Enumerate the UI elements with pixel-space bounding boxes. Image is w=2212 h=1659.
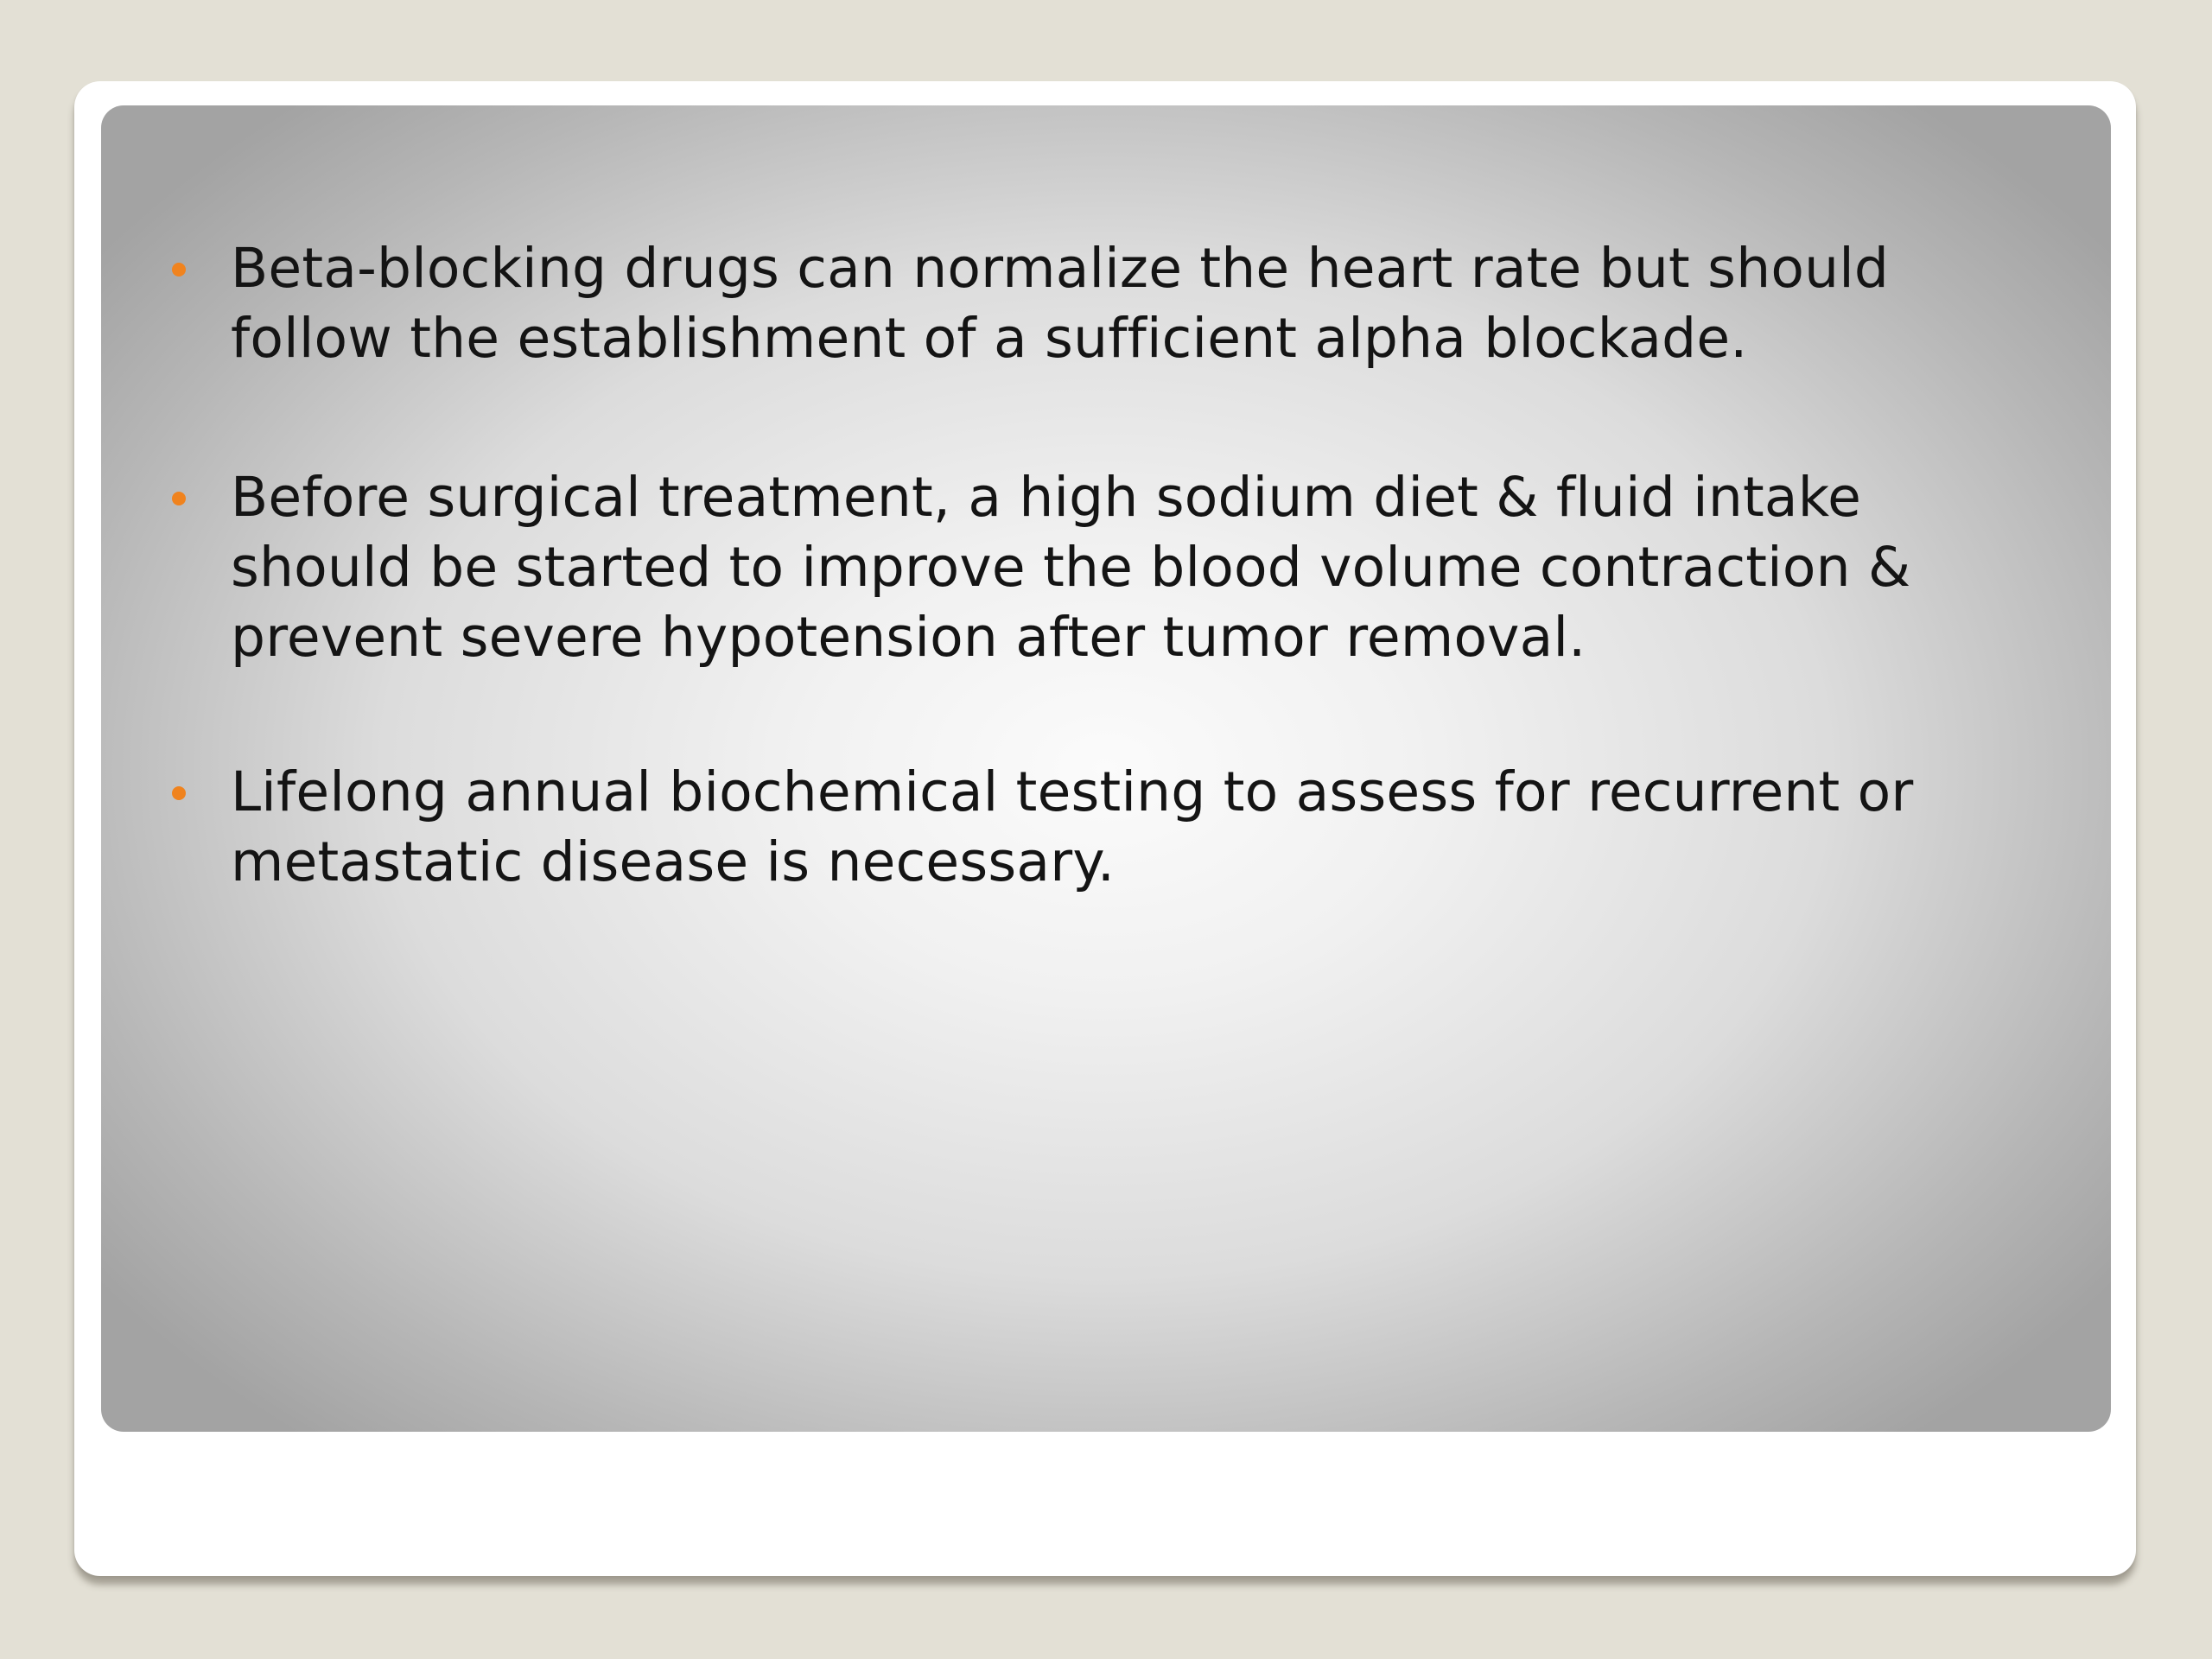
slide-content-panel xyxy=(101,105,2111,1432)
bullet-text: Lifelong annual biochemical testing to assess for recurrent or metastatic disease is necessary. xyxy=(231,760,1914,893)
bullet-text: Before surgical treatment, a high sodium diet & fluid intake should be started to improve the blood volume contraction & prevent severe hypotension after tumor removal. xyxy=(231,466,1911,669)
bullet-dot-icon xyxy=(172,492,186,505)
bullet-item xyxy=(231,233,2111,373)
bullet-item xyxy=(231,462,2111,672)
bullet-dot-icon xyxy=(172,786,186,800)
bullet-item xyxy=(231,757,2111,897)
bullet-dot-icon xyxy=(172,263,186,276)
bullet-text: Beta-blocking drugs can normalize the heart rate but should follow the establishment of a sufficient alpha blockade. xyxy=(231,237,1890,370)
